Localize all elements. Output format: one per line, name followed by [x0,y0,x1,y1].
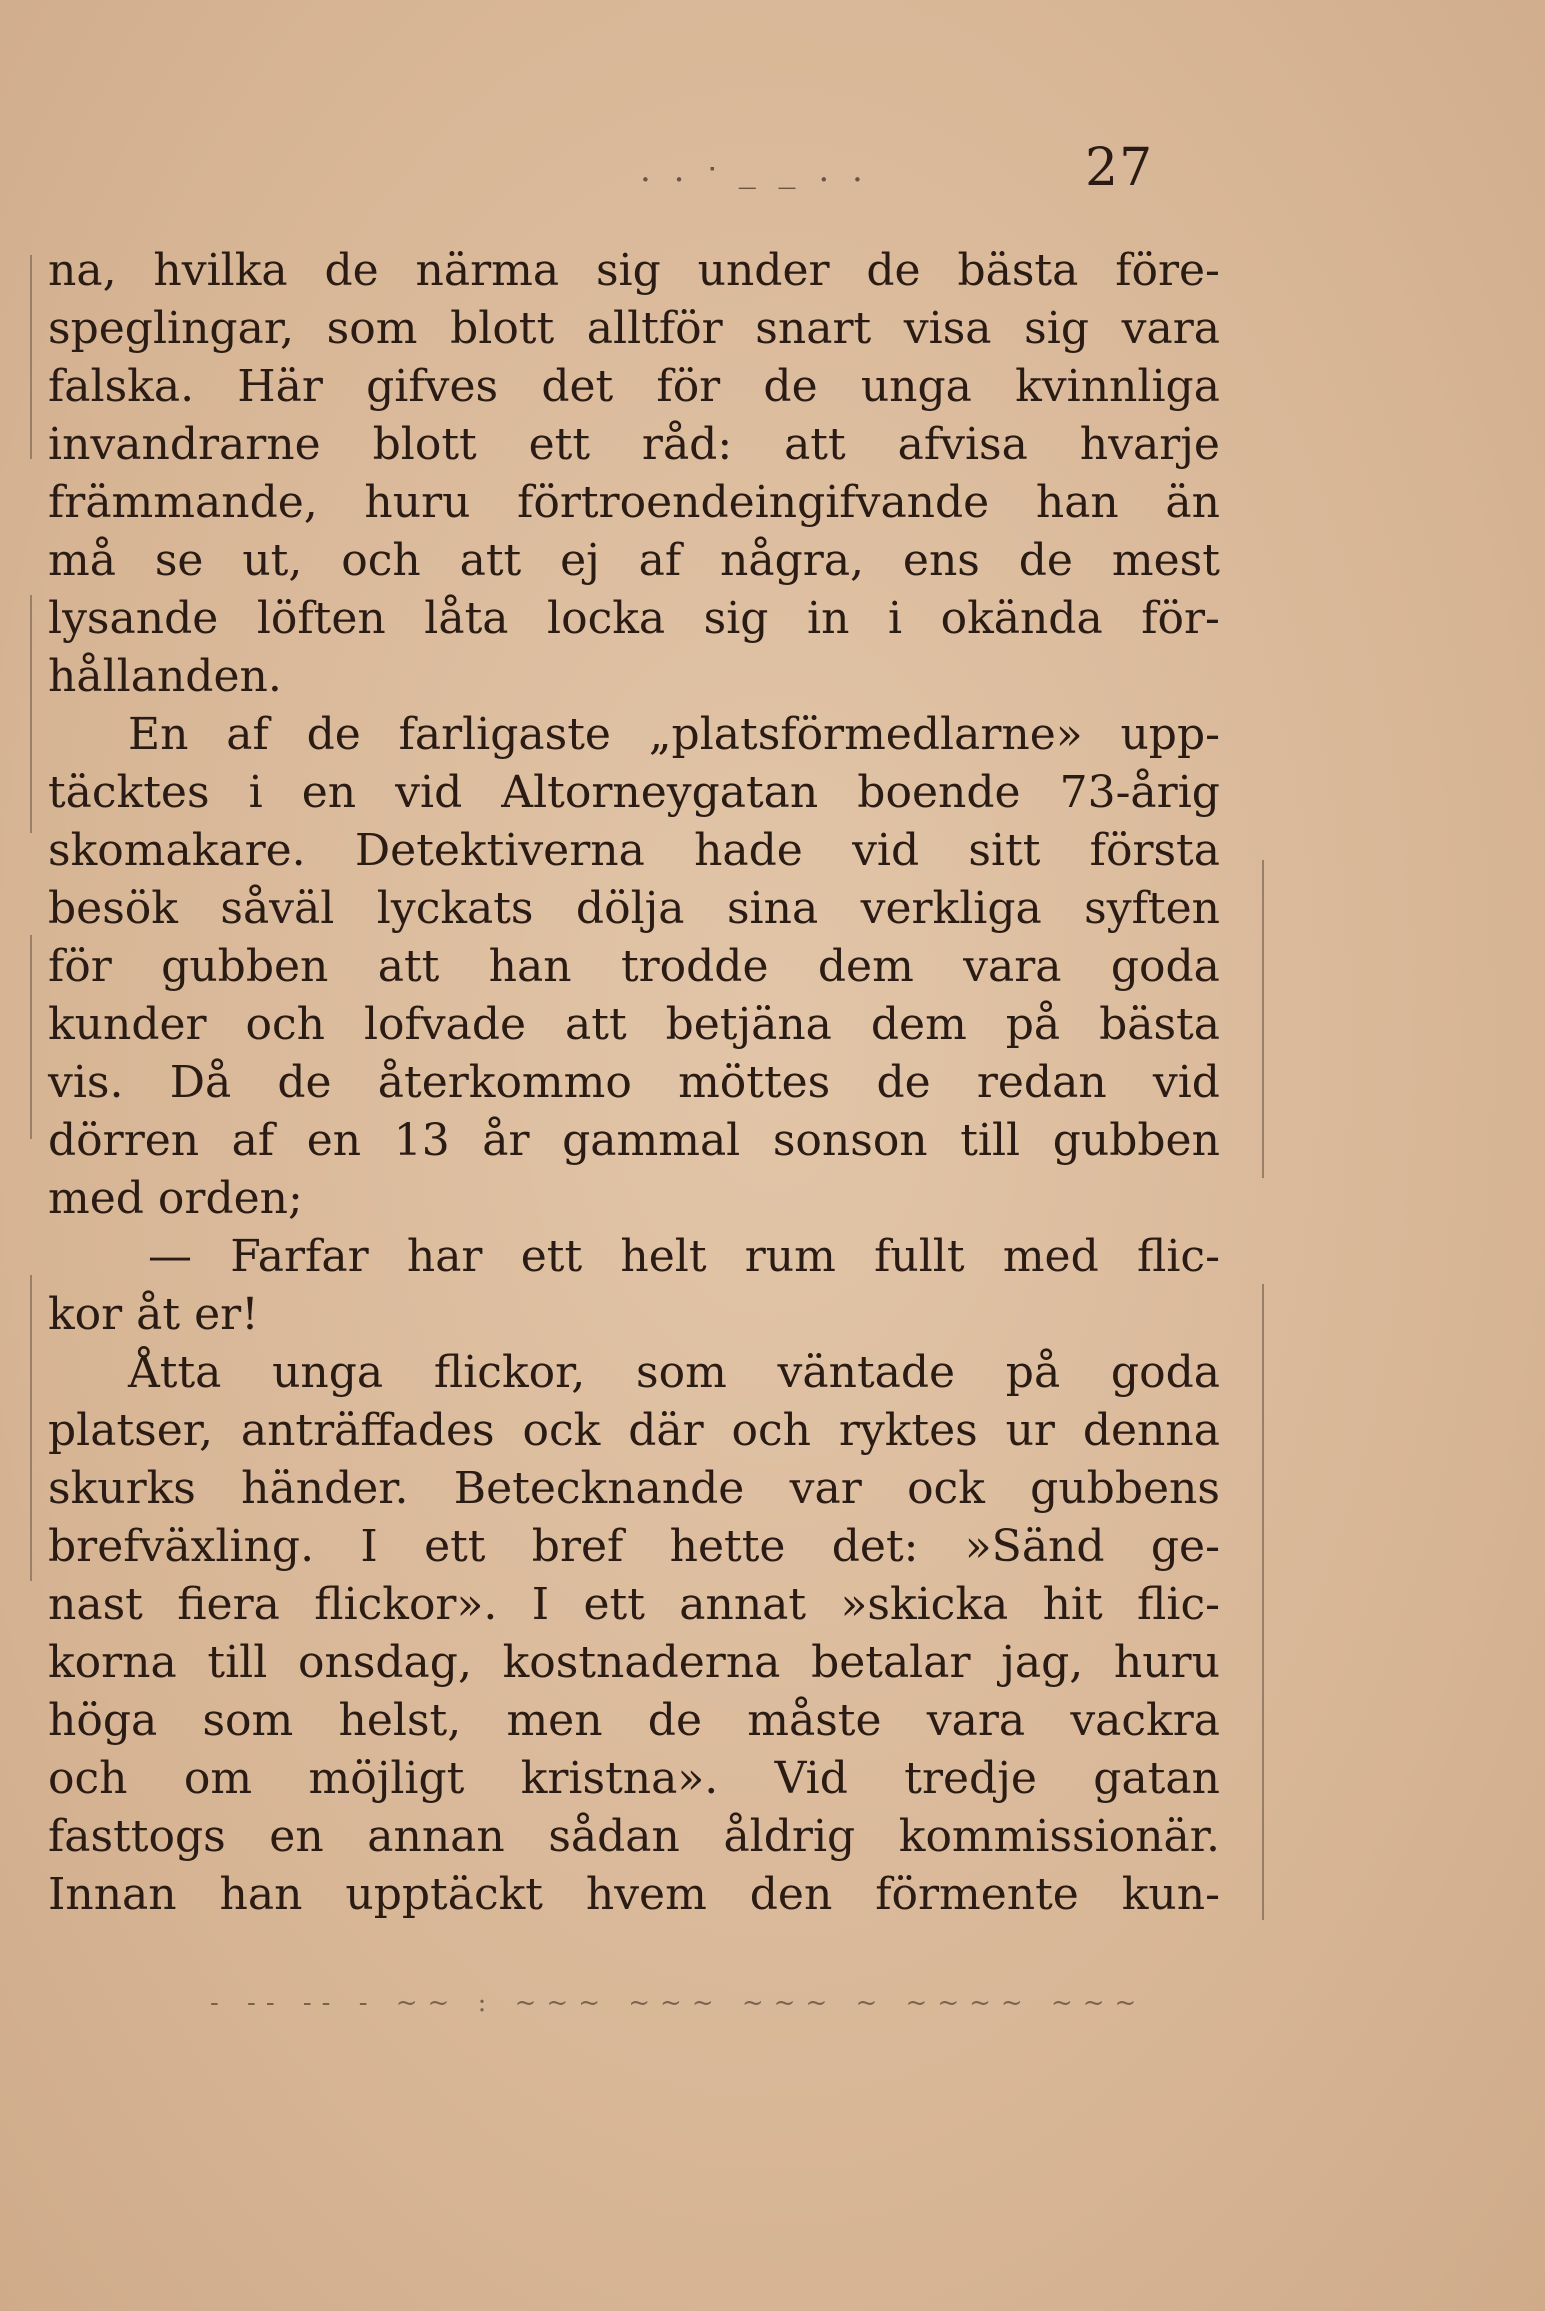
word: den [749,1869,833,1920]
word: de [306,709,361,760]
word: okända [940,593,1103,644]
word: nast [48,1579,143,1630]
word: möjligt [308,1753,465,1804]
word: Detektiverna [354,825,645,876]
word: kommissionär. [898,1811,1220,1862]
word: en [306,1115,362,1166]
word: snart [755,303,872,354]
word: att [459,535,522,586]
text-line [48,416,1220,474]
word: må [48,535,116,586]
word: I [360,1521,378,1572]
word: invandrarne [48,419,321,470]
word: att [377,941,440,992]
text-line [48,1692,1220,1750]
text-line [48,300,1220,358]
word: Altorneygatan [501,767,819,818]
word: lofvade [363,999,527,1050]
text-line [48,706,1220,764]
word: för [656,361,721,412]
word: Här [237,361,323,412]
word: hette [669,1521,786,1572]
word: väntade [777,1347,956,1398]
word: blott [372,419,477,470]
word: betjäna [665,999,832,1050]
word: kvinnliga [1015,361,1220,412]
word: har [406,1231,483,1282]
word: orden; [157,1173,303,1224]
word: täcktes [48,767,210,818]
text-line [48,1286,1220,1344]
word: som [636,1347,727,1398]
word: korna [48,1637,177,1688]
word: ut, [242,535,303,586]
text-line [48,880,1220,938]
word: att [565,999,627,1050]
word: lysande [48,593,219,644]
text-line [48,1112,1220,1170]
word: I [531,1579,550,1630]
word: där [628,1405,704,1456]
word: ett [528,419,590,470]
word: onsdag, [297,1637,472,1688]
word: måste [747,1695,882,1746]
word: gatan [1093,1753,1220,1804]
word: gubben [1052,1115,1220,1166]
word: de [647,1695,702,1746]
word: speglingar, [48,303,295,354]
word: vara [963,941,1062,992]
text-line [48,1402,1220,1460]
word: »skicka [840,1579,1009,1630]
word: dem [870,999,967,1050]
word: unga [860,361,972,412]
word: han [488,941,572,992]
word: hade [694,825,803,876]
text-line [48,1518,1220,1576]
word: händer. [241,1463,409,1514]
word: en [301,767,357,818]
word: vackra [1070,1695,1220,1746]
word: kunder [48,999,207,1050]
text-line [48,242,1220,300]
word: som [202,1695,294,1746]
word: råd: [641,419,733,470]
word: besök [48,883,178,934]
word: närma [415,245,560,296]
word: er! [194,1289,259,1340]
word: de [324,245,379,296]
word: redan [976,1057,1107,1108]
word: dörren [48,1115,200,1166]
word: en [269,1811,324,1862]
word: kor [48,1289,137,1340]
word: löften [256,593,386,644]
word: hit [1042,1579,1103,1630]
word: till [207,1637,268,1688]
word: åldrig [723,1811,856,1862]
word: anträffades [240,1405,495,1456]
word: med [1002,1231,1099,1282]
right-margin-rule [1262,860,1264,1920]
word: till [960,1115,1021,1166]
word: flic- [1137,1579,1220,1630]
word: vid [852,825,920,876]
word: afvisa [897,419,1028,470]
word: af [226,709,269,760]
word: Innan [48,1869,177,1920]
word: förtroendeingifvande [517,477,990,528]
page-number: 27 [1085,138,1154,198]
word: på [1005,999,1061,1050]
word: farligaste [398,709,611,760]
word: flic- [1137,1231,1220,1282]
word: sig [703,593,769,644]
word: mest [1111,535,1220,586]
word: hållanden. [48,651,282,702]
word: se [154,535,204,586]
word: såväl [220,883,335,934]
word: goda [1110,1347,1220,1398]
word: kun- [1121,1869,1220,1920]
word: bästa [957,245,1079,296]
word: ett [583,1579,645,1630]
text-line [48,1460,1220,1518]
word: skurks [48,1463,196,1514]
word: annan [367,1811,505,1862]
word: lyckats [376,883,534,934]
word: ryktes [838,1405,978,1456]
word: helt [620,1231,707,1282]
word: de [1018,535,1073,586]
word: främmande, [48,477,318,528]
text-line [48,764,1220,822]
word: och [341,535,421,586]
word: låta [424,593,509,644]
word: höga [48,1695,158,1746]
text-line [48,1344,1220,1402]
text-line [48,532,1220,590]
word: goda [1110,941,1220,992]
text-line [48,1750,1220,1808]
word: unga [272,1347,384,1398]
word: gubben [161,941,329,992]
word: ur [1005,1405,1055,1456]
word: betalar [811,1637,971,1688]
word: denna [1082,1405,1220,1456]
word: de [866,245,921,296]
word: om [183,1753,253,1804]
word: ett [520,1231,583,1282]
word: vis. [48,1057,124,1108]
word: var [789,1463,862,1514]
word: flickor». [314,1579,498,1630]
word: dölja [575,883,685,934]
word: första [1089,825,1220,876]
word: boende [857,767,1021,818]
word: huru [364,477,471,528]
word: na, [48,245,117,296]
word: några, [720,535,865,586]
word: dem [817,941,914,992]
word: trodde [620,941,769,992]
word: Åtta [128,1347,222,1398]
word: helst, [338,1695,462,1746]
word: i [887,593,903,644]
word: in [807,593,850,644]
word: 13 [393,1115,450,1166]
word: och [48,1753,128,1804]
word: upptäckt [345,1869,543,1920]
word: bref [531,1521,624,1572]
left-margin-rule [30,255,32,1955]
word: 73-årig [1059,767,1220,818]
word: men [506,1695,603,1746]
text-line [48,590,1220,648]
word: hvilka [153,245,288,296]
word: locka [547,593,666,644]
word: upp- [1120,709,1220,760]
word: Farfar [230,1231,369,1282]
text-line [48,1866,1220,1924]
word: kristna». [520,1753,719,1804]
word: platser, [48,1405,213,1456]
word: sig [1024,303,1089,354]
text-line [48,996,1220,1054]
word: under [697,245,830,296]
word: fullt [874,1231,965,1282]
word: Betecknande [453,1463,745,1514]
word: för- [1141,593,1220,644]
word: han [219,1869,303,1920]
word: och [731,1405,811,1456]
word: år [482,1115,530,1166]
word: ej [560,535,600,586]
word: gubbens [1030,1463,1220,1514]
word: på [1005,1347,1061,1398]
word: ge- [1150,1521,1220,1572]
word: åt [136,1289,195,1340]
word: blott [450,303,555,354]
text-line [48,648,1220,706]
word: förmente [875,1869,1079,1920]
word: med [48,1173,158,1224]
word: än [1165,477,1220,528]
text-line [48,474,1220,532]
text-line [48,1054,1220,1112]
word: som [326,303,418,354]
word: af [638,535,682,586]
word: verkliga [860,883,1042,934]
word: vara [926,1695,1026,1746]
word: bästa [1099,999,1220,1050]
word: gammal [562,1115,741,1166]
word: de [763,361,818,412]
word: jag, [1001,1637,1084,1688]
word: fasttogs [48,1811,226,1862]
word: hvem [585,1869,707,1920]
word: alltför [586,303,723,354]
text-line [48,1576,1220,1634]
word: rum [744,1231,836,1282]
word: ock [907,1463,985,1514]
word: sonson [772,1115,928,1166]
word: kostnaderna [502,1637,781,1688]
word: vara [1121,303,1220,354]
word: ock [522,1405,601,1456]
word: ens [902,535,980,586]
word: falska. [48,361,195,412]
word: för [48,941,112,992]
word: gifves [366,361,499,412]
word: Då [169,1057,232,1108]
word: annat [679,1579,807,1630]
word: det [541,361,614,412]
word: sitt [968,825,1041,876]
word: flickor, [433,1347,586,1398]
word: Vid [774,1753,848,1804]
word: ett [424,1521,486,1572]
text-line [48,1170,1220,1228]
word: det: [831,1521,919,1572]
word: återkommo [377,1057,632,1108]
word: vid [1152,1057,1220,1108]
word: hvarje [1079,419,1220,470]
text-line [48,1228,1220,1286]
word: visa [903,303,992,354]
word: En [128,709,189,760]
text-line [48,1634,1220,1692]
word: möttes [678,1057,831,1108]
word: af [231,1115,275,1166]
word: de [277,1057,332,1108]
text-line [48,938,1220,996]
word: syften [1084,883,1220,934]
word: brefväxling. [48,1521,315,1572]
text-line [48,1808,1220,1866]
word: och [245,999,325,1050]
word: de [876,1057,931,1108]
word: att [784,419,846,470]
word: „platsförmedlarne» [648,709,1083,760]
word: huru [1113,1637,1220,1688]
body-text [48,242,1220,1924]
word: före- [1115,245,1220,296]
word: »Sänd [964,1521,1105,1572]
footer-marks: - -- -- - ~~ : ~~~ ~~~ ~~~ ~ ~~~~ ~~~ [210,1988,1147,2018]
word: sådan [548,1811,680,1862]
word: fiera [177,1579,280,1630]
word: i [248,767,263,818]
word: sina [726,883,819,934]
word: — [148,1231,192,1282]
header-marks: . . ᐧ _ _ . . [640,150,869,190]
word: vid [395,767,463,818]
text-line [48,822,1220,880]
word: sig [595,245,661,296]
text-line [48,358,1220,416]
word: han [1035,477,1119,528]
word: tredje [904,1753,1037,1804]
word: skomakare. [48,825,306,876]
